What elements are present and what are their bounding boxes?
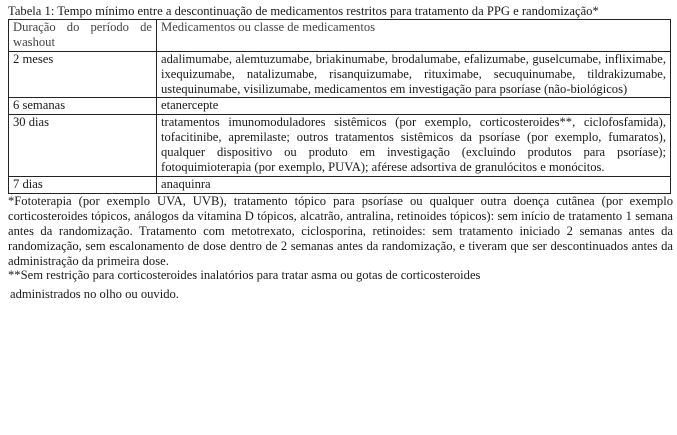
header-duration: Duração do período de washout (9, 19, 157, 51)
table-row (9, 115, 671, 177)
row-drugs: anaquinra (157, 176, 671, 193)
row-drugs: tratamentos imunomoduladores sistêmicos (por exemplo, corticosteroides**, ciclofosfamida), tofacitinibe, apremilaste; outros tratamentos sistêmicos da psoríase (por exemplo, fumaratos), qualquer dispositivo ou produto em investigação (excluindo produtos para psoríase); fotoquimioterapia (por exemplo, PUVA); aférese adsortiva de granulócitos e monócitos. (157, 115, 671, 177)
header-drugs: Medicamentos ou classe de medicamentos (157, 19, 671, 51)
footnote-double-asterisk-cont: administrados no olho ou ouvido. (10, 287, 179, 302)
footnote-asterisk: *Fototerapia (por exemplo UVA, UVB), tratamento tópico para psoríase ou qualquer outra doença cutânea (por exemplo corticosteroides tópicos, análogos da vitamina D tópicos, alcatrão, antralina, retinoides tópicos): sem início de tratamento 1 semana antes da randomização. Tratamento com metotrexato, ciclosporina, retinoides: sem tratamento iniciado 2 semanas antes da randomização, sem escalonamento de dose dentro de 2 semanas antes da randomização, e tiveram que ser descontinuados antes da administração da primeira dose. (8, 193, 673, 268)
washout-table (8, 19, 671, 194)
row-duration: 7 dias (9, 176, 157, 193)
table-row (9, 51, 671, 98)
table-row (9, 98, 671, 115)
document-page (8, 0, 673, 302)
footnotes (8, 194, 673, 302)
table-header-row (9, 19, 671, 51)
footnote-double-asterisk: **Sem restrição para corticosteroides inalatórios para tratar asma ou gotas de corticosteroides (8, 268, 481, 283)
table-row (9, 176, 671, 193)
row-duration: 2 meses (9, 51, 157, 98)
table-caption: Tabela 1: Tempo mínimo entre a descontinuação de medicamentos restritos para tratamento da PPG e randomização* (8, 4, 599, 18)
row-duration: 30 dias (9, 115, 157, 177)
row-duration: 6 semanas (9, 98, 157, 115)
row-drugs: adalimumabe, alemtuzumabe, briakinumabe, brodalumabe, efalizumabe, guselcumabe, infliximabe, ixequizumabe, natalizumabe, risanquizumabe, rituximabe, secuquinumabe, tildrakizumabe, ustequinumabe, visilizumabe, medicamentos em investigação para psoríase (não-biológicos) (157, 51, 671, 98)
row-drugs: etanercepte (157, 98, 671, 115)
